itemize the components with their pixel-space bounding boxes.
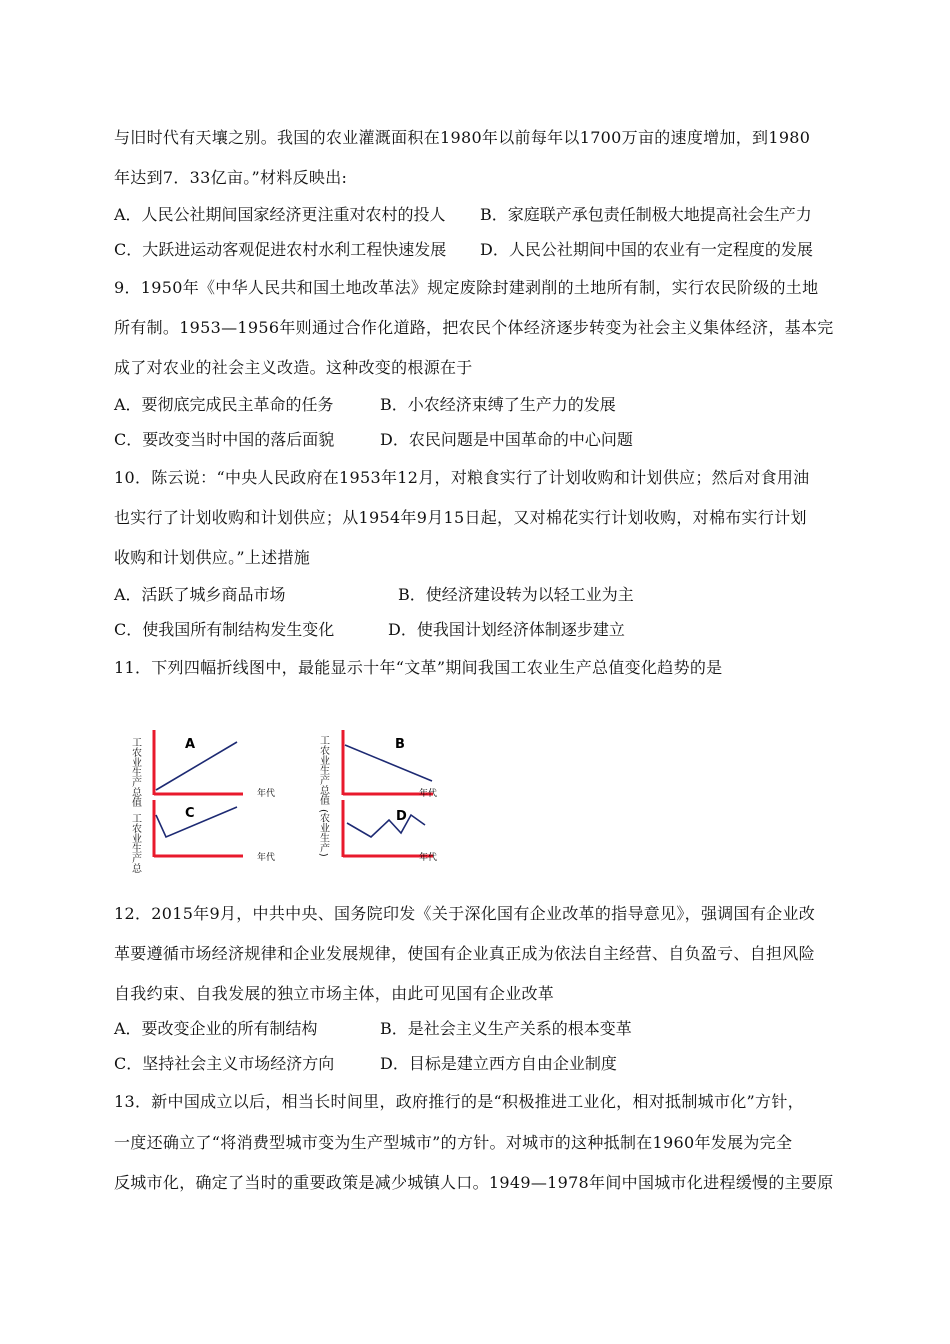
chart-b [343,730,437,799]
q9-option-a: A．要彻底完成民主革命的任务 [114,395,334,414]
q12-option-d: D．目标是建立西方自由企业制度 [380,1054,617,1073]
q9-option-d: D．农民问题是中国革命的中心问题 [380,430,633,449]
chart-b-series-line [345,745,432,781]
chart-a [154,730,275,799]
q8-option-c: C．大跃进运动客观促进农村水利工程快速发展 [114,240,447,259]
chart-d-label: D [396,809,407,824]
q9-option-b: B．小农经济束缚了生产力的发展 [380,395,616,414]
chart-b-xlabel: 年代 [419,789,438,799]
q11-stem-line-1: 11．下列四幅折线图中，最能显示十年“文革”期间我国工农业生产总值变化趋势的是 [114,658,723,677]
chart-a-label: A [185,737,196,752]
chart-c-xlabel: 年代 [257,853,276,863]
chart-d-series-line [347,815,425,837]
q11-line-charts-figure [129,725,455,880]
chart-right-ylabel-2: (农业生产) [317,809,329,857]
q9-stem-line-2: 所有制。1953—1956年则通过合作化道路，把农民个体经济逐步转变为社会主义集体经济，基本完 [114,318,834,337]
chart-c-series-line [156,807,237,837]
q9-stem-line-3: 成了对农业的社会主义改造。这种改变的根源在于 [114,358,473,377]
q9-stem-line-1: 9．1950年《中华人民共和国土地改革法》规定废除封建剥削的土地所有制，实行农民阶级的土地 [114,278,819,297]
chart-left-ylabel-2: 工农业生产总 [129,813,141,873]
chart-a-xlabel: 年代 [257,789,276,799]
q10-stem-line-1: 10．陈云说：“中央人民政府在1953年12月，对粮食实行了计划收购和计划供应；然后对食用油 [114,468,810,487]
chart-c-label: C [185,806,195,821]
q13-stem-line-2: 一度还确立了“将消费型城市变为生产型城市”的方针。对城市的这种抵制在1960年发展为完全 [114,1133,793,1152]
q10-option-d: D．使我国计划经济体制逐步建立 [388,620,625,639]
q10-stem-line-3: 收购和计划供应。”上述措施 [114,548,311,567]
q12-stem-line-1: 12．2015年9月，中共中央、国务院印发《关于深化国有企业改革的指导意见》，强调国有企业改 [114,904,816,923]
q13-stem-line-1: 13．新中国成立以后，相当长时间里，政府推行的是“积极推进工业化，相对抵制城市化”方针， [114,1092,804,1111]
chart-b-label: B [395,737,405,752]
chart-d [343,800,437,863]
q10-option-a: A．活跃了城乡商品市场 [114,585,286,604]
q13-stem-line-3: 反城市化，确定了当时的重要政策是减少城镇人口。1949—1978年间中国城市化进程缓慢的主要原 [114,1173,834,1192]
q12-option-b: B．是社会主义生产关系的根本变革 [380,1019,632,1038]
chart-a-series-line [156,742,237,790]
q12-option-c: C．坚持社会主义市场经济方向 [114,1054,335,1073]
q12-stem-line-3: 自我约束、自我发展的独立市场主体，由此可见国有企业改革 [114,984,555,1003]
q10-option-c: C．使我国所有制结构发生变化 [114,620,335,639]
q8-continuation-line-2: 年达到7．33亿亩。”材料反映出: [114,168,348,187]
chart-right-ylabel: 工农业生产总值 [317,735,329,805]
q10-stem-line-2: 也实行了计划收购和计划供应；从1954年9月15日起，又对棉花实行计划收购，对棉布实行计划 [114,508,807,527]
q10-option-b: B．使经济建设转为以轻工业为主 [398,585,634,604]
q8-continuation-line-1: 与旧时代有天壤之别。我国的农业灌溉面积在1980年以前每年以1700万亩的速度增加，到1980 [114,128,811,147]
q12-option-a: A．要改变企业的所有制结构 [114,1019,318,1038]
chart-left-ylabel: 工农业生产总值 [129,737,141,807]
q8-option-d: D．人民公社期间中国的农业有一定程度的发展 [480,240,813,259]
q12-stem-line-2: 革要遵循市场经济规律和企业发展规律，使国有企业真正成为依法自主经营、自负盈亏、自担风险 [114,944,815,963]
chart-c [154,800,275,863]
chart-d-xlabel: 年代 [419,853,438,863]
q9-option-c: C．要改变当时中国的落后面貌 [114,430,335,449]
q8-option-a: A．人民公社期间国家经济更注重对农村的投人 [114,205,446,224]
q8-option-b: B．家庭联产承包责任制极大地提高社会生产力 [480,205,812,224]
